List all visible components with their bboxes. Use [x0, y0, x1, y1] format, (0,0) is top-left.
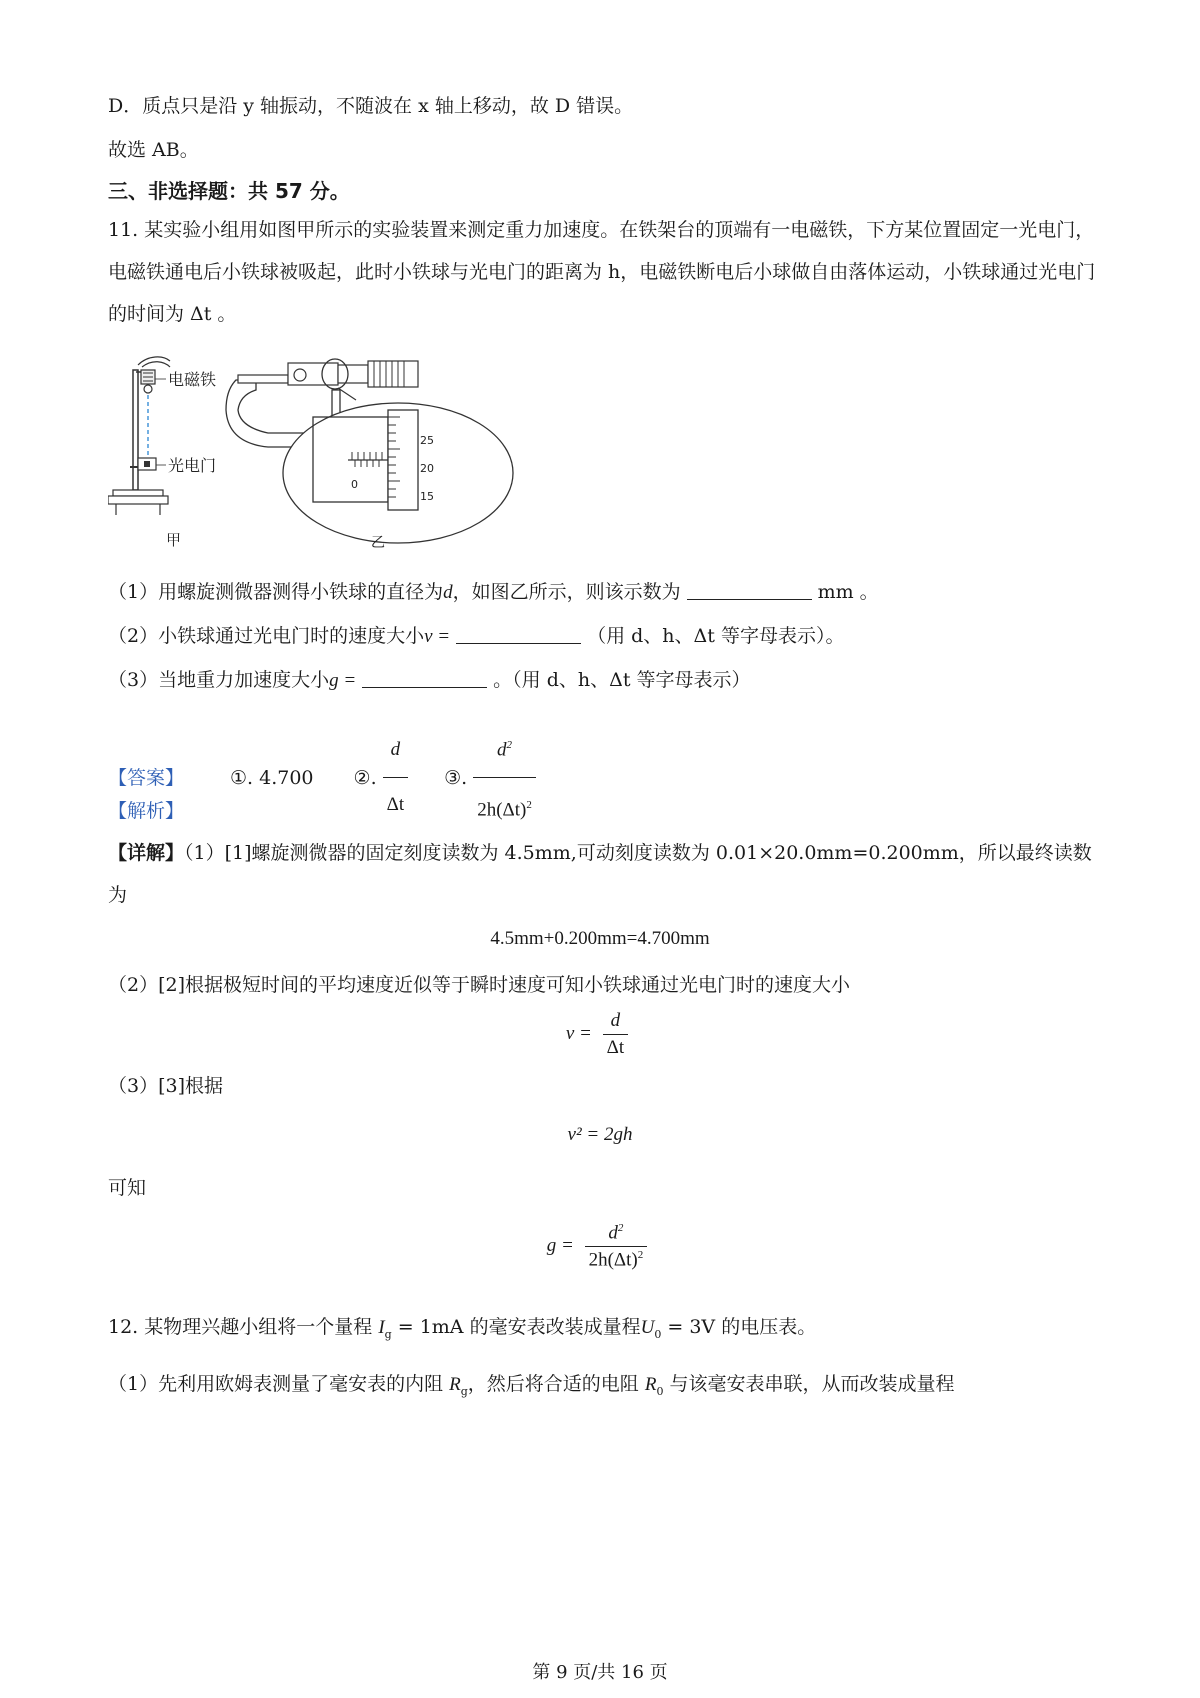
answer-3-denominator: 2h(Δt)	[477, 799, 527, 821]
eq2-denominator: Δt	[603, 1034, 629, 1059]
equation-gravity	[0, 1222, 1200, 1272]
q12-intro-b: 的毫安表改装成量程	[469, 1316, 641, 1338]
eq4-fraction	[585, 1222, 648, 1272]
detail-label: 【详解】	[108, 842, 185, 864]
q11-part2-text-b: （用 d、h、Δt 等字母表示）。	[587, 625, 845, 647]
detail-paragraph	[108, 832, 1098, 916]
var-u0-sub: 0	[654, 1327, 662, 1341]
q11-part2	[108, 622, 844, 651]
q12-intro-c: 的电压表。	[721, 1316, 817, 1338]
scale-mark-20: 20	[420, 462, 434, 475]
q11-part3-text-b: 。（用 d、h、Δt 等字母表示）	[493, 669, 751, 691]
choose-text: 故选 AB。	[108, 139, 199, 161]
var-rg-sub: g	[460, 1384, 468, 1398]
eq4-lhs: g =	[546, 1235, 574, 1257]
caption-yi: 乙	[371, 535, 385, 551]
eq2-numerator: d	[610, 1010, 621, 1031]
analysis-label: 【解析】	[108, 800, 185, 822]
caption-jia: 甲	[166, 531, 182, 549]
answer-3-num-exponent: 2	[506, 739, 513, 751]
answer-3-den-exponent: 2	[526, 799, 532, 812]
answer-blank-2	[456, 623, 581, 644]
section-heading: 三、非选择题：共 57 分。	[108, 179, 350, 203]
experiment-figure	[108, 355, 528, 555]
detail-text: （1）[1]螺旋测微器的固定刻度读数为 4.5mm,可动刻度读数为 0.01×20.0mm=0.200mm，所以最终读数为	[108, 842, 1092, 906]
q12-part1-c: 与该毫安表串联，从而改装成量程	[669, 1373, 955, 1395]
q12-intro	[108, 1313, 816, 1349]
q11-part2-text-a: （2）小铁球通过光电门时的速度大小	[108, 625, 425, 647]
answer-3-numerator: d	[497, 739, 507, 761]
step-3-text: （3）[3]根据	[108, 1075, 224, 1097]
q11-intro: 11. 某实验小组用如图甲所示的实验装置来测定重力加速度。在铁架台的顶端有一电磁铁，下方某位置固定一光电门，电磁铁通电后小铁球被吸起，此时小铁球与光电门的距离为 h，电磁铁断电后小球做自由落体运动，小铁球通过光电门的时间为 Δt 。	[108, 219, 1096, 325]
scale-mark-0: 0	[351, 478, 358, 491]
equation-kinematic: v² = 2gh	[567, 1124, 633, 1145]
var-d: d	[443, 582, 453, 603]
label-photogate: 光电门	[168, 456, 217, 475]
eq2-fraction	[603, 1010, 629, 1059]
eq4-numerator: d	[608, 1222, 618, 1244]
q12-part1-a: （1）先利用欧姆表测量了毫安表的内阻	[108, 1373, 444, 1395]
var-r0: R	[644, 1374, 657, 1395]
var-rg: R	[449, 1374, 461, 1395]
scale-mark-25: 25	[420, 434, 434, 447]
unit-mm: mm 。	[817, 581, 879, 603]
var-ig-sub: g	[384, 1327, 392, 1341]
q11-part1-text-b: ，如图乙所示，则该示数为	[452, 581, 681, 603]
q11-part1-text-a: （1）用螺旋测微器测得小铁球的直径为	[108, 581, 444, 603]
u0-value: = 3V	[667, 1316, 716, 1338]
answer-3-fraction	[473, 720, 536, 836]
equation-velocity	[0, 1010, 1200, 1059]
q12-part1	[108, 1370, 955, 1406]
answer-2-numerator: d	[390, 739, 401, 761]
answer-2-marker: ②.	[353, 766, 377, 789]
q12-part1-b: ，然后将合适的电阻	[467, 1373, 639, 1395]
kezhi-text: 可知	[108, 1177, 147, 1199]
option-d-text: D．质点只是沿 y 轴振动，不随波在 x 轴上移动，故 D 错误。	[108, 95, 634, 117]
eq4-denominator: 2h(Δt)	[588, 1249, 638, 1271]
answer-3-marker: ③.	[444, 766, 468, 789]
var-u0: U	[640, 1317, 655, 1338]
var-ig: I	[378, 1317, 385, 1338]
eq2-lhs: v =	[565, 1022, 592, 1044]
ig-value: = 1mA	[397, 1316, 464, 1338]
q11-part3	[108, 666, 751, 695]
answer-2-fraction	[383, 725, 409, 830]
eq4-num-exponent: 2	[617, 1222, 624, 1234]
q12-intro-a: 12. 某物理兴趣小组将一个量程	[108, 1316, 373, 1338]
answer-label: 【答案】	[108, 766, 185, 789]
var-g: g =	[329, 670, 357, 691]
page-footer: 第 9 页/共 16 页	[532, 1662, 668, 1683]
micrometer-diagram	[226, 359, 513, 543]
answer-blank-1	[687, 579, 812, 600]
scale-mark-15: 15	[420, 490, 434, 503]
q11-part3-text-a: （3）当地重力加速度大小	[108, 669, 330, 691]
iron-stand-diagram	[108, 357, 170, 515]
answer-2-denominator: Δt	[383, 777, 409, 830]
var-v: v =	[424, 626, 451, 647]
answer-blank-3	[362, 667, 487, 688]
step-2-text: （2）[2]根据极短时间的平均速度近似等于瞬时速度可知小铁球通过光电门时的速度大小	[108, 974, 851, 996]
eq4-den-exponent: 2	[637, 1249, 644, 1262]
label-electromagnet: 电磁铁	[168, 370, 217, 389]
equation-reading: 4.5mm+0.200mm=4.700mm	[490, 928, 710, 949]
q11-part1	[108, 578, 879, 607]
var-r0-sub: 0	[656, 1384, 664, 1398]
answer-1: ①. 4.700	[230, 766, 314, 789]
